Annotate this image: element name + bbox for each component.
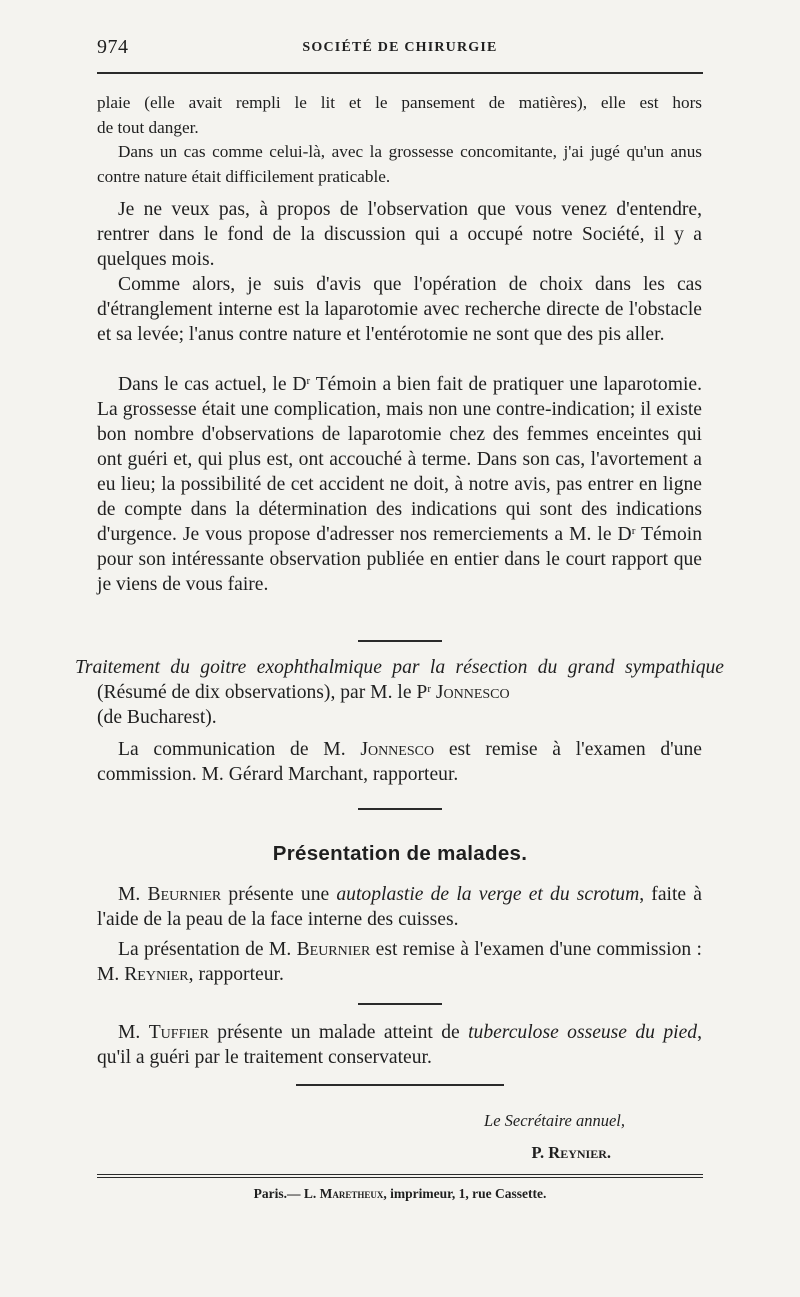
tuffier-text-2: présente un malade atteint de xyxy=(208,1022,469,1043)
beurnier-note-text-1: La présentation de M. xyxy=(118,939,297,960)
printer-imprint xyxy=(97,1186,703,1202)
signature-name-prefix: P. xyxy=(531,1143,549,1162)
jonnesco-title-middle: (Résumé de dix observations), par M. le P xyxy=(97,682,428,703)
beurnier-italic: autoplastie de la verge et du scrotum xyxy=(336,884,640,905)
cas-actuel-text-2: Témoin a bien fait de pratiquer une laparotomie. La grossesse était une complication, mais non une contre-indication; il existe bon nombre d'observations de laparotomie chez des femmes enceintes qui ont guéri et, qui plus est, ont accouché à terme. Dans son cas, l'avortement a eu lieu; la possibilité de cet accident ne doit, à notre avis, pas entrer en ligne de compte dans la détermination des indications qui sont des indications d'urgence. Je vous propose d'adresser nos remerciements a M. le D xyxy=(97,374,702,545)
footer-rule-1 xyxy=(97,1174,703,1175)
professor-abbrev-sup: r xyxy=(427,683,431,695)
paragraph-tuffier xyxy=(97,1020,702,1070)
jonnesco-note-text-1: La communication de M. xyxy=(118,739,361,760)
paragraph-jonnesco-commission xyxy=(97,737,702,787)
tuffier-text-3: , qu'il a guéri par le traitement conservateur. xyxy=(97,1022,702,1068)
beurnier-note-text-2: est remise à l'examen d'une commission : M. xyxy=(97,939,702,985)
imprint-name: Maretheux xyxy=(319,1186,384,1201)
beurnier-name: Beurnier xyxy=(147,884,222,905)
beurnier-text-2: présente une xyxy=(221,884,337,905)
signature-name xyxy=(97,1143,703,1163)
section-title: Présentation de malades. xyxy=(272,842,528,865)
item-jonnesco-title xyxy=(75,655,724,730)
jonnesco-note-name: Jonnesco xyxy=(360,739,435,760)
page-number: 974 xyxy=(97,36,129,58)
separator-rule-3 xyxy=(358,1003,442,1005)
paragraph-beurnier-commission xyxy=(97,937,702,987)
running-head xyxy=(97,30,703,66)
beurnier-text-1: M. xyxy=(118,884,148,905)
paragraph-beurnier xyxy=(97,882,702,932)
jonnesco-note-text-2: est remise à l'examen d'une commission. M. Gérard Marchant, rapporteur. xyxy=(97,739,702,785)
cas-actuel-text-1: Dans le cas actuel, le D xyxy=(118,374,307,395)
footer-rule-2 xyxy=(97,1177,703,1178)
beurnier-note-text-3: , rapporteur. xyxy=(188,964,284,985)
tuffier-italic: tuberculose osseuse du pied xyxy=(468,1022,698,1043)
beurnier-note-name-2: Reynier xyxy=(124,964,189,985)
beurnier-text-3: , faite à l'aide de la peau de la face interne des cuisses. xyxy=(97,884,702,930)
running-title: SOCIÉTÉ DE CHIRURGIE xyxy=(302,40,498,55)
imprint-text-1: Paris.— L. xyxy=(253,1186,320,1201)
header-rule xyxy=(97,72,703,74)
jonnesco-origin: (de Bucharest). xyxy=(97,707,217,728)
paragraph-discussion: Je ne veux pas, à propos de l'observation que vous venez d'entendre, rentrer dans le fond de la discussion qui a occupé notre Société, il y a quelques mois. xyxy=(97,199,702,270)
paragraph-continuation-line-1: plaie (elle avait rempli le lit et le pansement de matières), elle est hors xyxy=(97,93,702,112)
separator-rule-4 xyxy=(296,1084,504,1086)
separator-rule-2 xyxy=(358,808,442,810)
paragraph-cas-actuel xyxy=(97,372,702,597)
paragraph-anus-contre-nature: Dans un cas comme celui-là, avec la grossesse concomitante, j'ai jugé qu'un anus contre nature était difficilement praticable. xyxy=(97,142,702,186)
imprint-text-2: , imprimeur, 1, rue Cassette. xyxy=(383,1186,547,1201)
jonnesco-title-italic: Traitement du goitre exophthalmique par la résection du grand sympathique xyxy=(75,657,724,678)
author-jonnesco: Jonnesco xyxy=(435,682,510,703)
doctor-abbrev-sup-2: r xyxy=(631,525,636,537)
paragraph-continuation xyxy=(97,91,702,140)
paragraph-laparotomie: Comme alors, je suis d'avis que l'opération de choix dans les cas d'étranglement interne est la laparotomie avec recherche directe de l'obstacle et sa levée; l'anus contre nature et l'entérotomie ne sont que des pis aller. xyxy=(97,274,702,345)
separator-rule-1 xyxy=(358,640,442,642)
signature-role xyxy=(97,1111,703,1131)
paragraph-continuation-line-2: de tout danger. xyxy=(97,117,199,137)
cas-actuel-text-3: Témoin pour son intéressante observation publiée en entier dans le court rapport que je viens de vous faire. xyxy=(97,524,702,595)
signature-name-text: Reynier. xyxy=(548,1143,611,1162)
doctor-abbrev-sup-1: r xyxy=(306,375,311,387)
beurnier-note-name: Beurnier xyxy=(296,939,371,960)
tuffier-text-1: M. xyxy=(118,1022,149,1043)
signature-role-text: Le Secrétaire annuel, xyxy=(484,1111,625,1130)
tuffier-name: Tuffier xyxy=(148,1022,209,1043)
